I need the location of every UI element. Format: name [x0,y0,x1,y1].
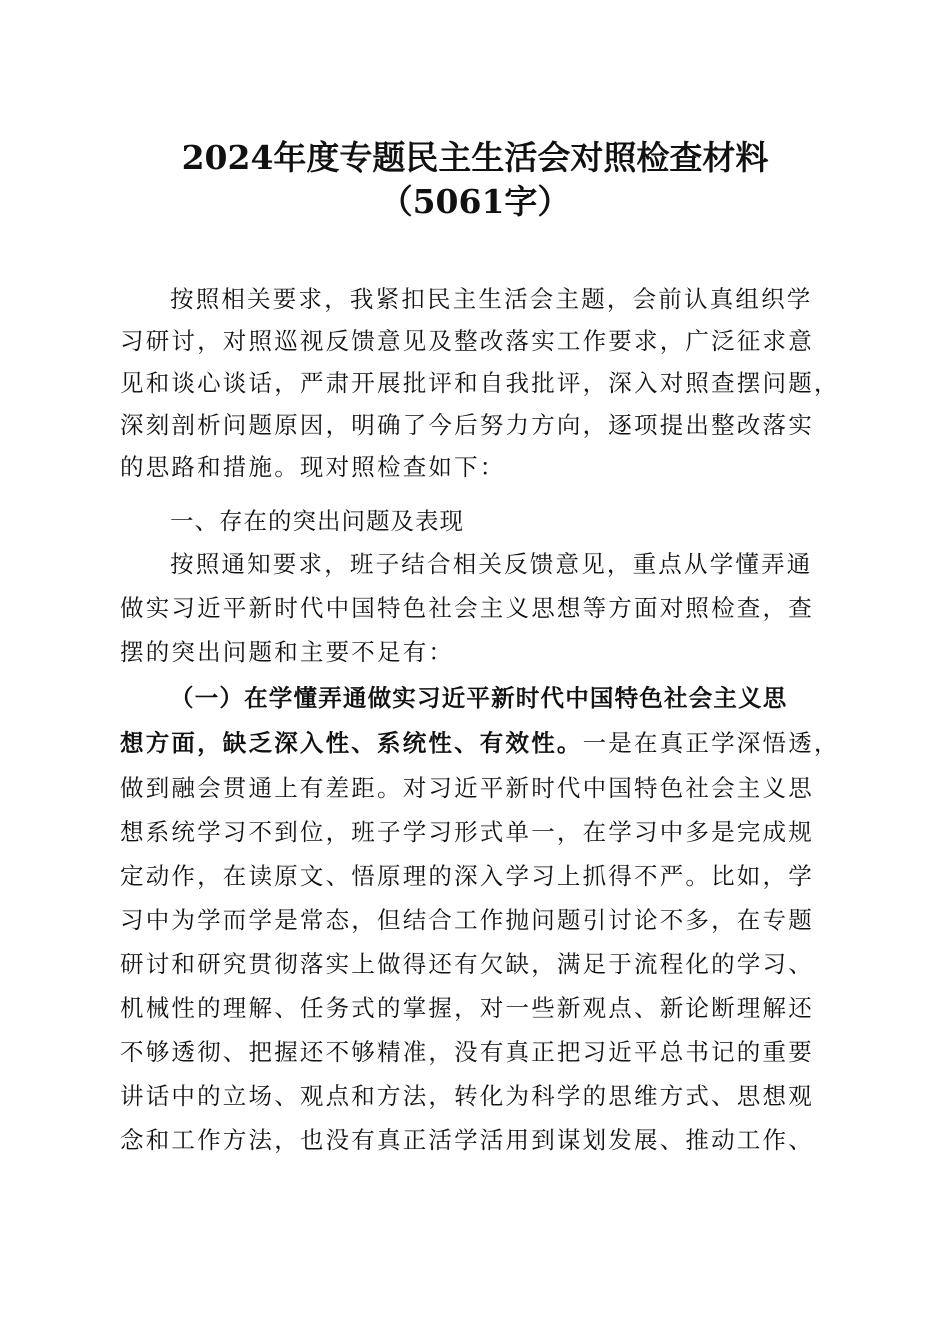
body-line-4: 深刻剖析问题原因，明确了今后努力方向，逐项提出整改落实 [120,411,814,439]
body-line-16: 讲话中的立场、观点和方法，转化为科学的思维方式、思想观 [120,1082,814,1110]
body-line-11: 定动作，在读原文、悟原理的深入学习上抓得不严。比如，学 [120,862,814,890]
body-line-3: 见和谈心谈话，严肃开展批评和自我批评，深入对照查摆问题， [120,369,840,397]
subheading-line-1: （一）在学懂弄通做实习近平新时代中国特色社会主义思 [170,684,788,712]
document-title: 2024年度专题民主生活会对照检查材料 [181,138,769,177]
body-line-14: 机械性的理解、任务式的掌握，对一些新观点、新论断理解还 [120,994,814,1022]
body-line-13: 研讨和研究贯彻落实上做得还有欠缺，满足于流程化的学习、 [120,950,814,978]
body-line-9: 做到融会贯通上有差距。对习近平新时代中国特色社会主义思 [120,774,814,802]
body-line-7: 做实习近平新时代中国特色社会主义思想等方面对照检查，查 [120,594,814,622]
section-heading-1: 一、存在的突出问题及表现 [170,507,464,535]
body-line-2: 习研讨，对照巡视反馈意见及整改落实工作要求，广泛征求意 [120,327,814,355]
subheading-tail: 想方面，缺乏深入性、系统性、有效性。 [120,729,583,757]
document-subtitle: （5061字） [379,182,571,221]
body-line-12: 习中为学而学是常态，但结合工作抛问题引讨论不多，在专题 [120,906,814,934]
body-line-5: 的思路和措施。现对照检查如下： [120,453,506,481]
body-line-10: 想系统学习不到位，班子学习形式单一，在学习中多是完成规 [120,818,814,846]
point-one-lead: 一是在真正学深悟透， [582,729,840,757]
body-line-6: 按照通知要求，班子结合相关反馈意见，重点从学懂弄通 [170,550,813,578]
body-line-8: 摆的突出问题和主要不足有： [120,638,455,666]
body-line-1: 按照相关要求，我紧扣民主生活会主题，会前认真组织学 [170,285,813,313]
body-line-17: 念和工作方法，也没有真正活学活用到谋划发展、推动工作、 [120,1126,814,1154]
subheading-line-2 [120,728,840,758]
body-line-15: 不够透彻、把握还不够精准，没有真正把习近平总书记的重要 [120,1038,814,1066]
